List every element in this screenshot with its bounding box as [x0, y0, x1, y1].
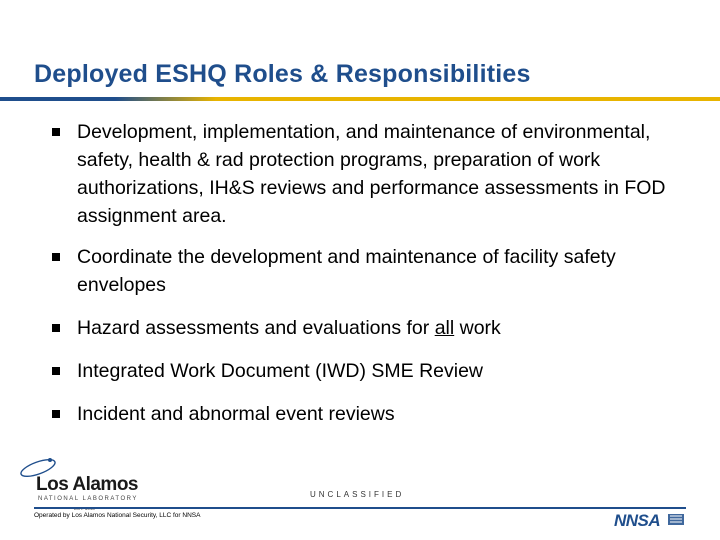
bullet-text: Integrated Work Document (IWD) SME Review — [77, 360, 484, 382]
bullet-list — [52, 118, 692, 428]
bullet-square-icon — [52, 324, 60, 332]
bullet-text-start: Hazard assessments and evaluations for — [77, 317, 435, 339]
bullet-square-icon — [52, 128, 60, 136]
bullet-square-icon — [52, 410, 60, 418]
bullet-item — [52, 400, 692, 428]
bullet-item — [52, 118, 692, 230]
nnsa-logo-text: NNSA — [614, 511, 661, 530]
bullet-text-underlined: all — [434, 317, 455, 339]
nnsa-logo — [612, 510, 688, 530]
logo-subtitle: NATIONAL LABORATORY — [38, 496, 138, 502]
bullet-item — [52, 357, 692, 385]
bullet-text-end: work — [454, 317, 501, 339]
title-underline — [0, 97, 720, 101]
footer-divider — [34, 507, 686, 509]
bullet-square-icon — [52, 367, 60, 375]
slide-title: Deployed ESHQ Roles & Responsibilities — [34, 60, 531, 88]
bullet-text: Development, implementation, and maintenance of environmental, safety, health & rad protection programs, preparation of work authorizations, IH&S reviews and performance assessments in FOD assignment area. — [77, 121, 666, 227]
bullet-text: Incident and abnormal event reviews — [77, 403, 395, 425]
bullet-text: Coordinate the development and maintenance of facility safety envelopes — [77, 246, 616, 296]
classification-label: UNCLASSIFIED — [310, 490, 405, 499]
bullet-item — [52, 314, 692, 342]
operated-by-text: Operated by Los Alamos National Security, LLC for NNSA — [34, 512, 201, 519]
bullet-square-icon — [52, 253, 60, 261]
logo-wordmark: Los Alamos — [36, 474, 138, 495]
bullet-item — [52, 243, 692, 299]
